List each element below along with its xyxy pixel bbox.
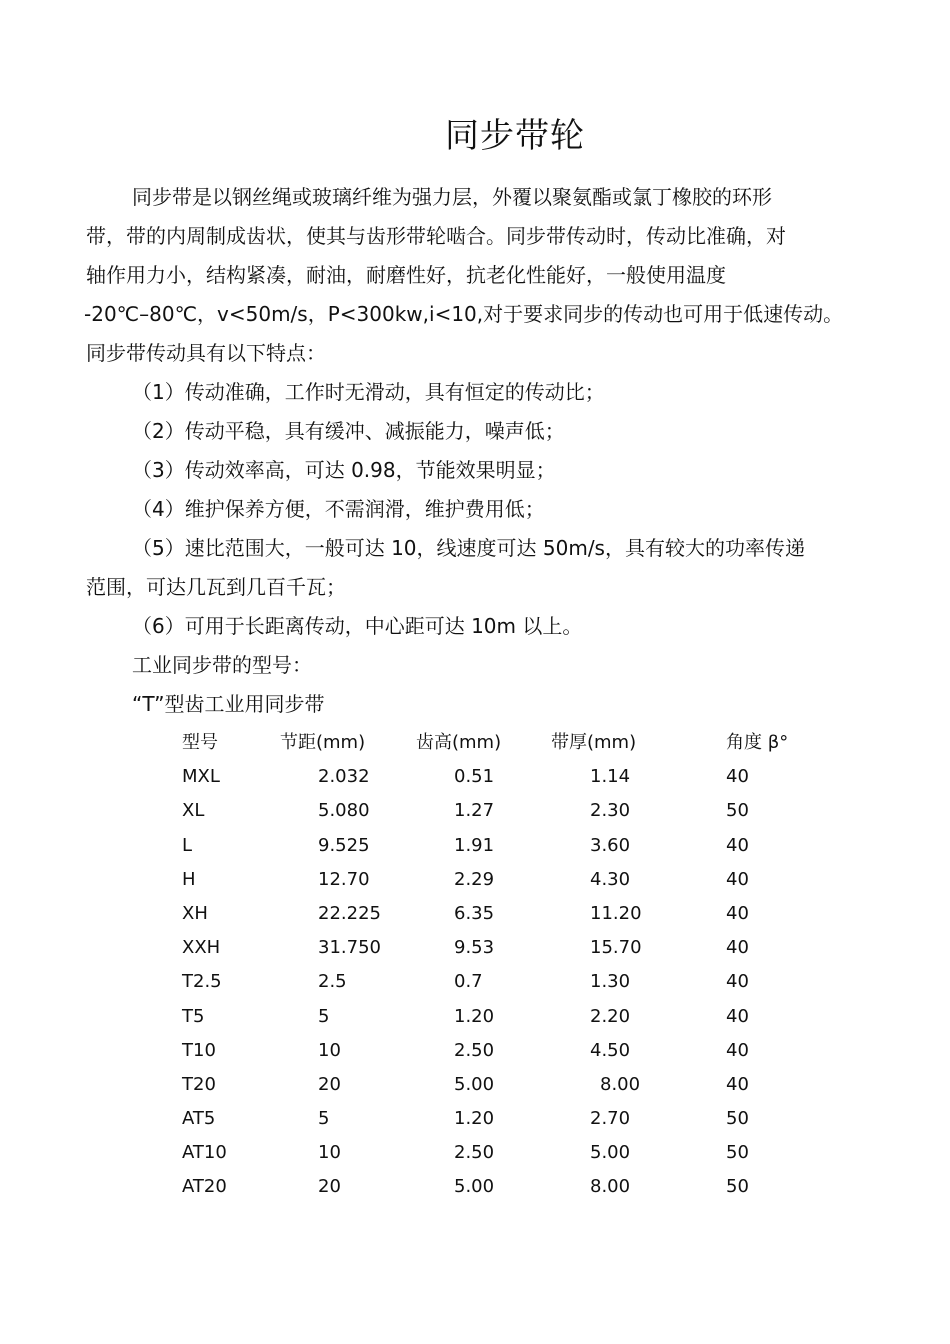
page-title: 同步带轮 bbox=[445, 116, 585, 156]
cell-angle: 40 bbox=[726, 1039, 749, 1061]
cell-model: T20 bbox=[182, 1073, 216, 1095]
feature-item: （2）传动平稳，具有缓冲、减振能力，噪声低； bbox=[132, 419, 565, 443]
intro-line: -20℃–80℃，v<50m/s，P<300kw,i<10,对于要求同步的传动也可用于低速传动。 bbox=[84, 302, 844, 326]
cell-angle: 40 bbox=[726, 834, 749, 856]
header-model: 型号 bbox=[182, 732, 218, 753]
cell-pitch: 22.225 bbox=[318, 902, 381, 924]
cell-tooth-height: 2.29 bbox=[454, 868, 495, 890]
cell-model: H bbox=[182, 868, 196, 890]
cell-pitch: 5.080 bbox=[318, 800, 370, 822]
header-belt-thickness: 带厚(mm) bbox=[551, 732, 637, 753]
cell-tooth-height: 1.20 bbox=[454, 1005, 495, 1027]
header-tooth-height: 齿高(mm) bbox=[416, 732, 502, 753]
cell-tooth-height: 1.91 bbox=[454, 834, 495, 856]
intro-line: 同步带传动具有以下特点： bbox=[86, 341, 326, 365]
cell-model: L bbox=[182, 834, 193, 856]
cell-belt-thickness: 8.00 bbox=[590, 1176, 631, 1198]
cell-pitch: 9.525 bbox=[318, 834, 370, 856]
header-pitch: 节距(mm) bbox=[280, 732, 366, 753]
cell-angle: 40 bbox=[726, 868, 749, 890]
cell-pitch: 10 bbox=[318, 1039, 341, 1061]
intro-line: 轴作用力小，结构紧凑，耐油，耐磨性好，抗老化性能好，一般使用温度 bbox=[86, 263, 726, 287]
cell-angle: 40 bbox=[726, 766, 749, 788]
cell-model: T2.5 bbox=[182, 971, 222, 993]
cell-tooth-height: 2.50 bbox=[454, 1039, 495, 1061]
cell-model: T10 bbox=[182, 1039, 216, 1061]
intro-line: 同步带是以钢丝绳或玻璃纤维为强力层，外覆以聚氨酯或氯丁橡胶的环形 bbox=[132, 185, 772, 209]
cell-pitch: 20 bbox=[318, 1176, 341, 1198]
cell-model: AT5 bbox=[182, 1108, 216, 1130]
cell-belt-thickness: 2.30 bbox=[590, 800, 631, 822]
models-heading: 工业同步带的型号： bbox=[132, 653, 312, 677]
cell-pitch: 31.750 bbox=[318, 937, 381, 959]
table-caption: “T”型齿工业用同步带 bbox=[132, 692, 325, 716]
intro-line: 带，带的内周制成齿状，使其与齿形带轮啮合。同步带传动时，传动比准确，对 bbox=[86, 224, 786, 248]
cell-model: AT20 bbox=[182, 1176, 227, 1198]
cell-angle: 40 bbox=[726, 1005, 749, 1027]
cell-model: AT10 bbox=[182, 1142, 227, 1164]
cell-tooth-height: 0.51 bbox=[454, 766, 495, 788]
cell-angle: 40 bbox=[726, 937, 749, 959]
cell-angle: 50 bbox=[726, 1176, 749, 1198]
cell-model: MXL bbox=[182, 766, 220, 788]
feature-item: （4）维护保养方便，不需润滑，维护费用低； bbox=[132, 497, 545, 521]
feature-item: （5）速比范围大，一般可达 10，线速度可达 50m/s，具有较大的功率传递 bbox=[132, 536, 805, 560]
cell-tooth-height: 5.00 bbox=[454, 1176, 495, 1198]
cell-belt-thickness: 2.70 bbox=[590, 1108, 631, 1130]
cell-angle: 40 bbox=[726, 971, 749, 993]
cell-tooth-height: 9.53 bbox=[454, 937, 495, 959]
cell-tooth-height: 1.20 bbox=[454, 1108, 495, 1130]
cell-belt-thickness: 5.00 bbox=[590, 1142, 631, 1164]
cell-pitch: 12.70 bbox=[318, 868, 370, 890]
cell-pitch: 5 bbox=[318, 1108, 330, 1130]
cell-belt-thickness: 1.14 bbox=[590, 766, 631, 788]
feature-item: （3）传动效率高，可达 0.98，节能效果明显； bbox=[132, 458, 556, 482]
header-angle: 角度 β° bbox=[726, 732, 789, 753]
feature-item-continuation: 范围，可达几瓦到几百千瓦； bbox=[86, 575, 346, 599]
cell-model: T5 bbox=[182, 1005, 205, 1027]
document-body bbox=[86, 178, 876, 724]
cell-belt-thickness: 4.30 bbox=[590, 868, 631, 890]
cell-tooth-height: 0.7 bbox=[454, 971, 483, 993]
cell-tooth-height: 1.27 bbox=[454, 800, 495, 822]
cell-model: XL bbox=[182, 800, 205, 822]
cell-angle: 50 bbox=[726, 1108, 749, 1130]
feature-item: （6）可用于长距离传动，中心距可达 10m 以上。 bbox=[132, 614, 583, 638]
cell-belt-thickness: 2.20 bbox=[590, 1005, 631, 1027]
cell-tooth-height: 2.50 bbox=[454, 1142, 495, 1164]
cell-pitch: 10 bbox=[318, 1142, 341, 1164]
cell-belt-thickness: 4.50 bbox=[590, 1039, 631, 1061]
cell-model: XH bbox=[182, 902, 208, 924]
cell-pitch: 2.5 bbox=[318, 971, 347, 993]
cell-model: XXH bbox=[182, 937, 221, 959]
cell-tooth-height: 6.35 bbox=[454, 902, 495, 924]
cell-pitch: 5 bbox=[318, 1005, 330, 1027]
cell-pitch: 2.032 bbox=[318, 766, 370, 788]
cell-angle: 40 bbox=[726, 1073, 749, 1095]
cell-angle: 40 bbox=[726, 902, 749, 924]
cell-angle: 50 bbox=[726, 1142, 749, 1164]
cell-belt-thickness: 8.00 bbox=[600, 1073, 641, 1095]
cell-belt-thickness: 1.30 bbox=[590, 971, 631, 993]
cell-belt-thickness: 15.70 bbox=[590, 937, 642, 959]
cell-belt-thickness: 11.20 bbox=[590, 902, 642, 924]
cell-tooth-height: 5.00 bbox=[454, 1073, 495, 1095]
cell-belt-thickness: 3.60 bbox=[590, 834, 631, 856]
cell-angle: 50 bbox=[726, 800, 749, 822]
feature-item: （1）传动准确，工作时无滑动，具有恒定的传动比； bbox=[132, 380, 605, 404]
cell-pitch: 20 bbox=[318, 1073, 341, 1095]
